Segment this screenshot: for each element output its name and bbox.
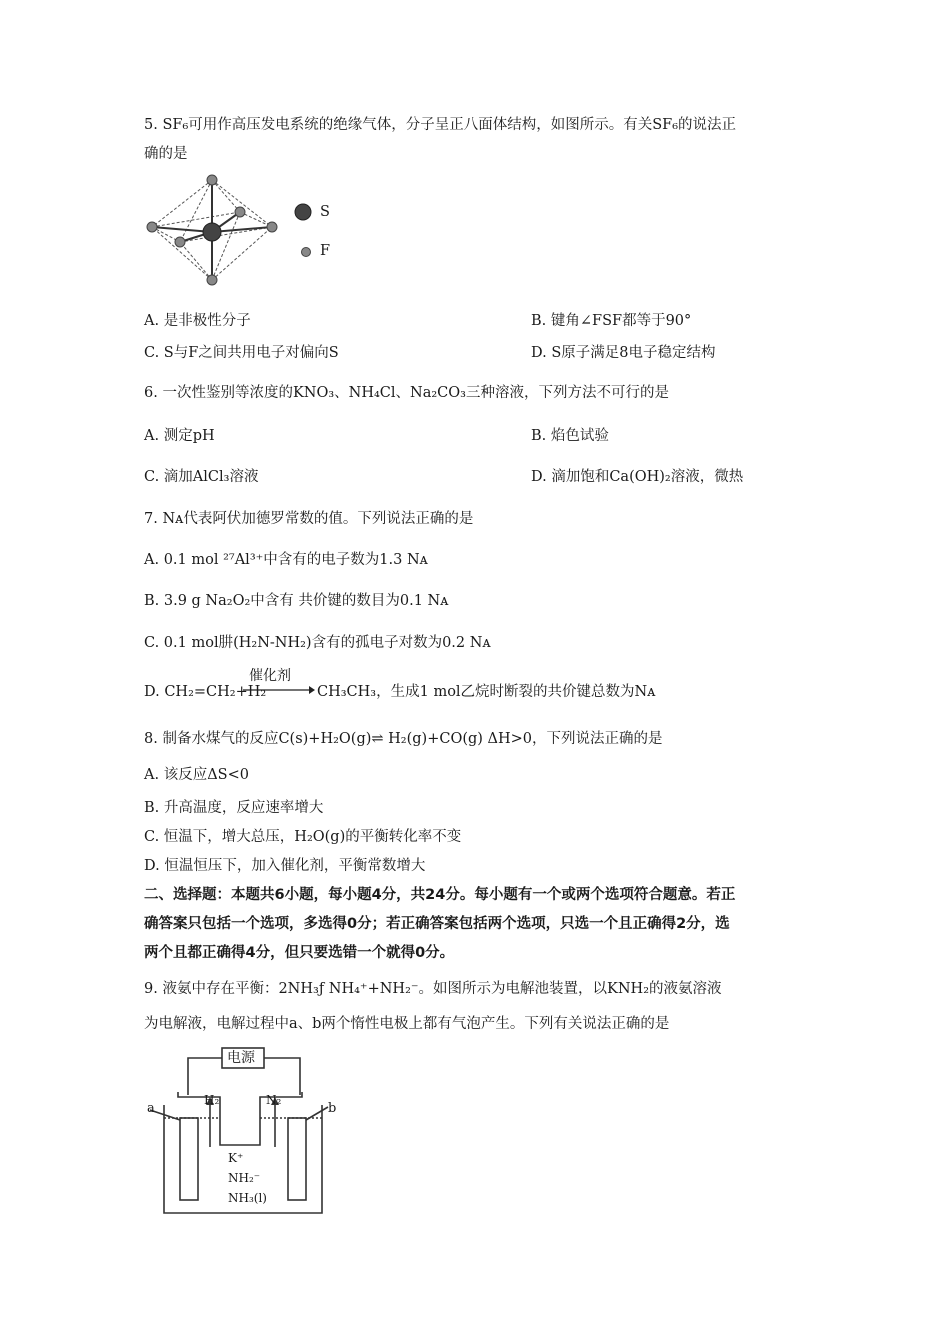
q5-stem-line1: 5. SF₆可用作高压发电系统的绝缘气体，分子呈正八面体结构，如图所示。有关SF₆的说法正 [144,117,737,133]
section2-line3: 两个且都正确得4分，但只要选错一个就得0分。 [144,945,455,961]
sf6-octahedron-figure [140,172,360,287]
legend-f-label: F [320,243,331,259]
q5-option-c: C. S与F之间共用电子对偏向S [144,345,339,361]
q8-option-d: D. 恒温恒压下，加入催化剂，平衡常数增大 [144,858,426,874]
reaction-arrow [243,684,315,696]
q7-option-b: B. 3.9 g Na₂O₂中含有 共价键的数目为0.1 Nᴀ [144,593,449,609]
section2-line1: 二、选择题：本题共6小题，每小题4分，共24分。每小题有一个或两个选项符合题意。若正 [144,887,736,903]
q9-stem-line2: 为电解液，电解过程中a、b两个惰性电极上都有气泡产生。下列有关说法正确的是 [144,1016,670,1032]
q7-option-c: C. 0.1 mol肼(H₂N-NH₂)含有的孤电子对数为0.2 Nᴀ [144,635,491,651]
q6-option-b: B. 焰色试验 [531,428,609,444]
section2-line2: 确答案只包括一个选项，多选得0分；若正确答案包括两个选项，只选一个且正确得2分，选 [144,916,730,932]
q6-option-c: C. 滴加AlCl₃溶液 [144,469,259,485]
q8-option-a: A. 该反应ΔS<0 [144,767,249,783]
q6-stem: 6. 一次性鉴别等浓度的KNO₃、NH₄Cl、Na₂CO₃三种溶液，下列方法不可行的是 [144,385,669,401]
nh3-liquid-label: NH₃(l) [228,1191,267,1205]
q8-stem: 8. 制备水煤气的反应C(s)+H₂O(g)⇌ H₂(g)+CO(g) ΔH>0，下列说法正确的是 [144,731,663,747]
q7-option-d-left: D. CH₂=CH₂+H₂ [144,684,267,700]
q8-option-c: C. 恒温下，增大总压，H₂O(g)的平衡转化率不变 [144,829,462,845]
q5-option-a: A. 是非极性分子 [144,313,251,329]
q6-option-a: A. 测定pH [144,428,215,444]
q6-option-d: D. 滴加饱和Ca(OH)₂溶液，微热 [531,469,744,485]
catalyst-label: 催化剂 [249,668,291,684]
q7-stem: 7. Nᴀ代表阿伏加德罗常数的值。下列说法正确的是 [144,511,474,527]
nh2-ion-label: NH₂⁻ [228,1171,261,1185]
q5-option-b: B. 键角∠FSF都等于90° [531,313,692,329]
electrode-a-label: a [147,1101,155,1116]
h2-gas-label: H₂ [204,1093,220,1107]
q5-stem-line2: 确的是 [144,146,188,162]
q7-option-a: A. 0.1 mol ²⁷Al³⁺中含有的电子数为1.3 Nᴀ [144,552,428,568]
power-source-label: 电源 [227,1050,255,1066]
n2-gas-label: N₂ [266,1093,282,1107]
q7-option-d-right: CH₃CH₃，生成1 mol乙烷时断裂的共价键总数为Nᴀ [317,684,656,700]
q5-option-d: D. S原子满足8电子稳定结构 [531,345,716,361]
q9-stem-line1: 9. 液氨中存在平衡：2NH₃ƒ NH₄⁺+NH₂⁻。如图所示为电解池装置，以KNH₂的液氨溶液 [144,981,722,997]
q8-option-b: B. 升高温度，反应速率增大 [144,800,324,816]
electrode-b-label: b [328,1101,337,1116]
k-ion-label: K⁺ [228,1151,244,1165]
legend-s-label: S [320,204,330,220]
